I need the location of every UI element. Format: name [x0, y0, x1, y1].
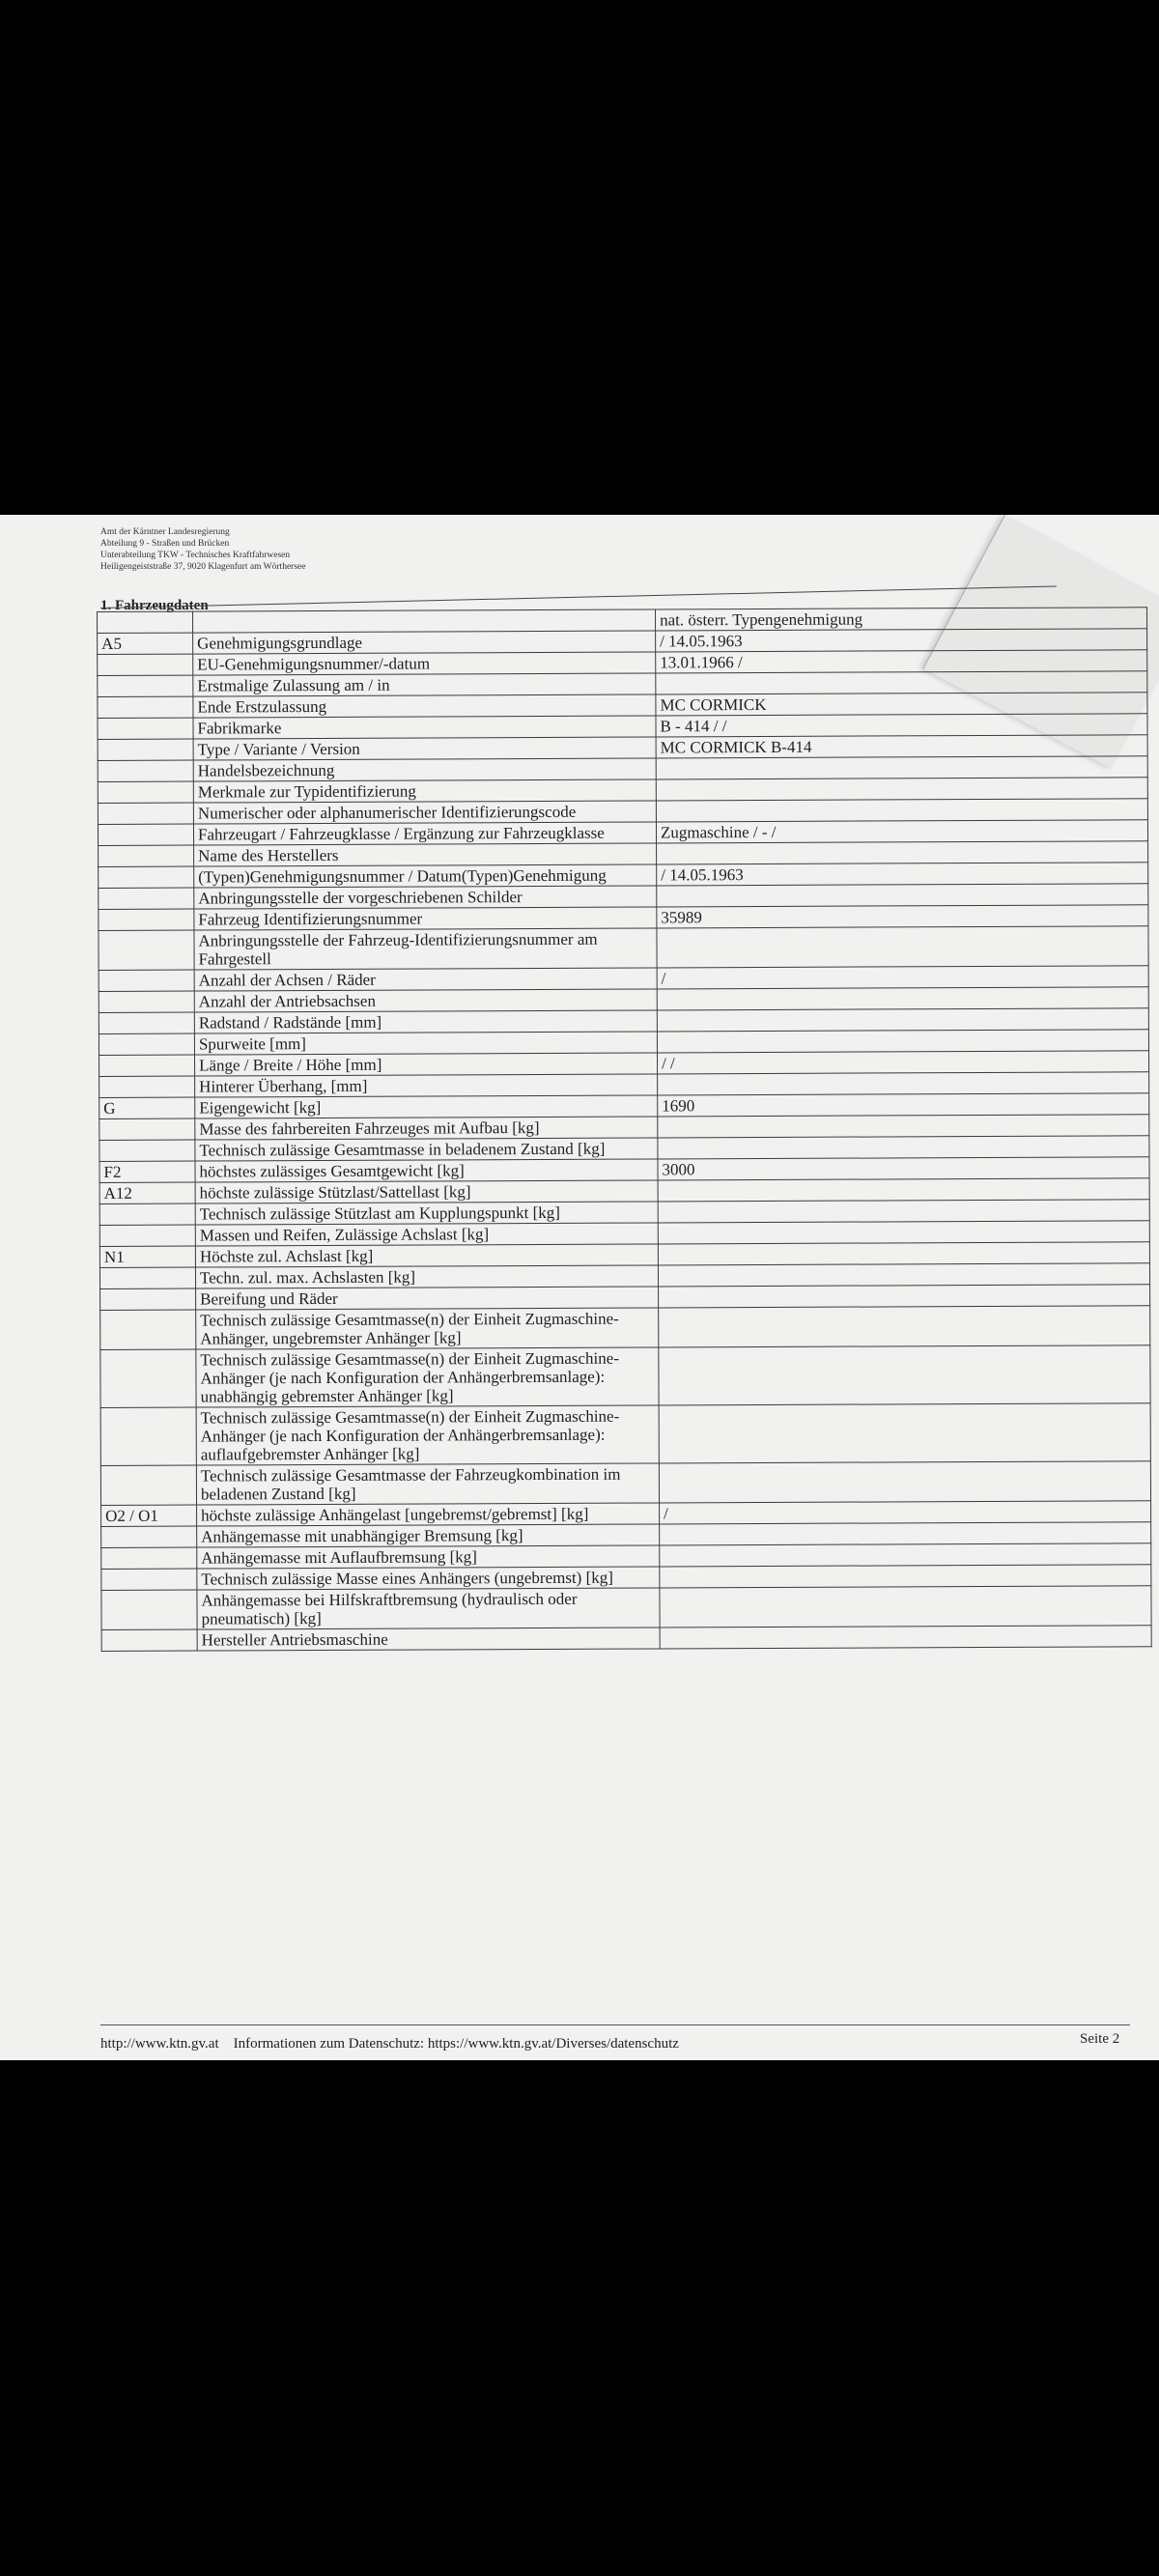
- row-label: Anzahl der Achsen / Räder: [194, 968, 657, 991]
- row-label: Technisch zulässige Gesamtmasse(n) der Einheit Zugmaschine-Anhänger (je nach Konfiguration der Anhängerbremsanlage): unabhängig gebremster Anhänger [kg]: [196, 1347, 659, 1407]
- row-code: [99, 1203, 195, 1225]
- row-value: [657, 841, 1148, 864]
- row-value: Zugmaschine / - /: [656, 820, 1147, 843]
- row-code: A5: [98, 633, 193, 654]
- row-code: [98, 718, 193, 739]
- row-label: Type / Variante / Version: [193, 737, 656, 760]
- row-label: Masse des fahrbereiten Fahrzeuges mit Aufbau [kg]: [195, 1117, 658, 1140]
- row-code: [100, 1407, 196, 1465]
- row-value: / /: [657, 1051, 1148, 1074]
- row-code: [99, 909, 194, 930]
- row-label: Name des Herstellers: [194, 843, 657, 866]
- row-label: Spurweite [mm]: [194, 1032, 657, 1055]
- row-code: [99, 845, 194, 866]
- table-row: [99, 926, 1148, 971]
- header-line: Amt der Kärntner Landesregierung: [100, 527, 230, 537]
- authority-header: [100, 526, 429, 573]
- row-label: Numerischer oder alphanumerischer Identifizierungscode: [193, 801, 656, 824]
- row-value: [657, 987, 1148, 1010]
- row-value: [657, 1008, 1148, 1032]
- row-label: Merkmale zur Typidentifizierung: [193, 779, 656, 803]
- row-code: [99, 1140, 195, 1161]
- row-value: [656, 799, 1147, 822]
- row-value: [656, 671, 1147, 694]
- row-code: [98, 675, 193, 696]
- row-code: A12: [99, 1182, 195, 1203]
- row-value: [659, 1403, 1150, 1463]
- row-label: Massen und Reifen, Zulässige Achslast [kg]: [195, 1223, 658, 1246]
- header-line: Unterabteilung TKW - Technisches Kraftfahrwesen: [100, 551, 291, 560]
- row-value: / 14.05.1963: [656, 629, 1147, 652]
- row-value: [660, 1586, 1151, 1628]
- row-code: [101, 1526, 197, 1547]
- row-label: höchste zulässige Anhängelast [ungebremst/gebremst] [kg]: [197, 1503, 660, 1526]
- row-code: [100, 1349, 196, 1407]
- row-value: [660, 1626, 1151, 1649]
- row-value: [658, 1263, 1149, 1287]
- row-label: Technisch zulässige Gesamtmasse(n) der Einheit Zugmaschine-Anhänger (je nach Konfiguration der Anhängerbremsanlage): auflaufgebremster Anhänger [kg]: [196, 1405, 659, 1465]
- row-label: Hinterer Überhang, [mm]: [195, 1074, 658, 1097]
- section-title: 1. Fahrzeugdaten: [100, 598, 209, 613]
- row-code: [99, 1033, 194, 1055]
- row-value: [657, 926, 1148, 968]
- row-value: MC CORMICK B-414: [656, 735, 1147, 758]
- row-value: 35989: [657, 905, 1148, 928]
- row-code: [100, 1310, 196, 1349]
- row-label: Handelsbezeichnung: [193, 758, 656, 781]
- row-code: [99, 1076, 195, 1097]
- row-code: [99, 1055, 195, 1076]
- row-value: B - 414 / /: [656, 714, 1147, 737]
- row-label: (Typen)Genehmigungsnummer / Datum(Typen)Genehmigung: [194, 864, 657, 888]
- row-value: [658, 1242, 1149, 1265]
- row-label: [193, 609, 656, 633]
- row-code: O2 / O1: [101, 1505, 197, 1526]
- row-value: nat. österr. Typengenehmigung: [655, 608, 1146, 631]
- row-label: Anhängemasse mit unabhängiger Bremsung [kg]: [197, 1524, 660, 1547]
- row-code: G: [99, 1097, 195, 1118]
- row-value: [657, 1030, 1148, 1053]
- row-label: Technisch zulässige Masse eines Anhängers (ungebremst) [kg]: [197, 1567, 660, 1590]
- row-value: [659, 1285, 1150, 1308]
- header-line: Heiligengeiststraße 37, 9020 Klagenfurt am Wörthersee: [100, 562, 306, 572]
- vehicle-data-table-wrap: [97, 607, 1136, 1997]
- table-row: [100, 1306, 1150, 1350]
- row-value: [660, 1543, 1151, 1567]
- row-code: [99, 866, 194, 888]
- table-row: [100, 1345, 1150, 1408]
- row-code: [99, 970, 194, 991]
- footer-rule: [100, 2024, 1130, 2025]
- row-value: [660, 1565, 1151, 1588]
- row-value: [658, 1115, 1149, 1138]
- row-label: Fahrzeugart / Fahrzeugklasse / Ergänzung zur Fahrzeugklasse: [193, 822, 656, 845]
- row-label: Länge / Breite / Höhe [mm]: [195, 1053, 658, 1076]
- row-code: [99, 1118, 195, 1140]
- row-label: Fabrikmarke: [193, 716, 656, 739]
- page-number: Seite 2: [1080, 2031, 1120, 2047]
- table-row: [101, 1586, 1151, 1630]
- row-label: Technisch zulässige Stützlast am Kupplungspunkt [kg]: [195, 1202, 658, 1225]
- row-value: 3000: [658, 1157, 1149, 1180]
- row-value: [656, 756, 1147, 779]
- row-label: Eigengewicht [kg]: [195, 1095, 658, 1118]
- table-row: [100, 1461, 1150, 1506]
- document-page: [0, 515, 1159, 2060]
- row-code: [98, 654, 193, 675]
- row-value: /: [660, 1501, 1151, 1524]
- vehicle-data-table: [97, 607, 1152, 1652]
- row-label: Höchste zul. Achslast [kg]: [195, 1244, 658, 1267]
- row-value: 13.01.1966 /: [656, 650, 1147, 673]
- table-row: [101, 1626, 1151, 1652]
- row-code: [101, 1590, 197, 1629]
- row-value: [658, 1200, 1149, 1223]
- footer-privacy: Informationen zum Datenschutz: https://www.ktn.gv.at/Diverses/datenschutz: [233, 2036, 679, 2052]
- row-label: Erstmalige Zulassung am / in: [193, 673, 656, 696]
- row-value: 1690: [658, 1093, 1149, 1117]
- row-code: [98, 760, 193, 781]
- row-value: [660, 1522, 1151, 1545]
- row-label: Anbringungsstelle der Fahrzeug-Identifizierungsnummer am Fahrgestell: [194, 928, 657, 970]
- header-rule: [100, 586, 1057, 609]
- row-label: Techn. zul. max. Achslasten [kg]: [195, 1265, 658, 1288]
- row-code: [101, 1629, 197, 1651]
- row-label: Genehmigungsgrundlage: [193, 631, 656, 654]
- row-label: Technisch zulässige Gesamtmasse der Fahrzeugkombination im beladenen Zustand [kg]: [196, 1463, 659, 1505]
- row-value: [658, 1178, 1149, 1202]
- row-code: [99, 1225, 195, 1246]
- row-value: [657, 884, 1148, 907]
- row-value: /: [657, 966, 1148, 989]
- row-code: [100, 1465, 196, 1505]
- row-label: EU-Genehmigungsnummer/-datum: [193, 652, 656, 675]
- row-label: Technisch zulässige Gesamtmasse in beladenem Zustand [kg]: [195, 1138, 658, 1161]
- row-label: Fahrzeug Identifizierungsnummer: [194, 907, 657, 930]
- row-code: [99, 888, 194, 909]
- row-code: [101, 1569, 197, 1590]
- row-code: F2: [99, 1161, 195, 1182]
- row-label: Radstand / Radstände [mm]: [194, 1010, 657, 1033]
- row-label: Anhängemasse bei Hilfskraftbremsung (hydraulisch oder pneumatisch) [kg]: [197, 1588, 660, 1629]
- row-value: [656, 778, 1147, 801]
- row-label: Anbringungsstelle der vorgeschriebenen Schilder: [194, 886, 657, 909]
- row-code: [99, 1267, 195, 1288]
- row-code: [99, 991, 194, 1012]
- row-code: [98, 824, 193, 845]
- row-value: [659, 1461, 1150, 1503]
- row-code: [98, 611, 193, 633]
- row-label: höchstes zulässiges Gesamtgewicht [kg]: [195, 1159, 658, 1182]
- footer-url: http://www.ktn.gv.at: [100, 2036, 219, 2052]
- table-row: [100, 1403, 1150, 1466]
- footer: [100, 2036, 679, 2052]
- row-code: [98, 739, 193, 760]
- row-code: [99, 930, 194, 970]
- row-label: höchste zulässige Stützlast/Sattellast [kg]: [195, 1180, 658, 1203]
- row-code: [100, 1288, 196, 1310]
- row-code: N1: [99, 1246, 195, 1267]
- row-code: [98, 781, 193, 803]
- row-label: Anhängemasse mit Auflaufbremsung [kg]: [197, 1545, 660, 1569]
- header-line: Abteilung 9 - Straßen und Brücken: [100, 539, 230, 549]
- row-value: [658, 1221, 1149, 1244]
- row-value: MC CORMICK: [656, 693, 1147, 716]
- row-label: Ende Erstzulassung: [193, 694, 656, 718]
- row-label: Hersteller Antriebsmaschine: [197, 1628, 660, 1651]
- row-value: [659, 1345, 1150, 1405]
- row-code: [98, 696, 193, 718]
- row-code: [99, 1012, 194, 1033]
- row-label: Bereifung und Räder: [196, 1287, 659, 1310]
- row-value: [658, 1136, 1149, 1159]
- row-code: [98, 803, 193, 824]
- row-value: [659, 1306, 1150, 1347]
- row-label: Technisch zulässige Gesamtmasse(n) der Einheit Zugmaschine-Anhänger, ungebremster Anhänger [kg]: [196, 1308, 659, 1349]
- row-value: [658, 1072, 1149, 1095]
- row-value: / 14.05.1963: [657, 863, 1148, 886]
- row-label: Anzahl der Antriebsachsen: [194, 989, 657, 1012]
- row-code: [101, 1547, 197, 1569]
